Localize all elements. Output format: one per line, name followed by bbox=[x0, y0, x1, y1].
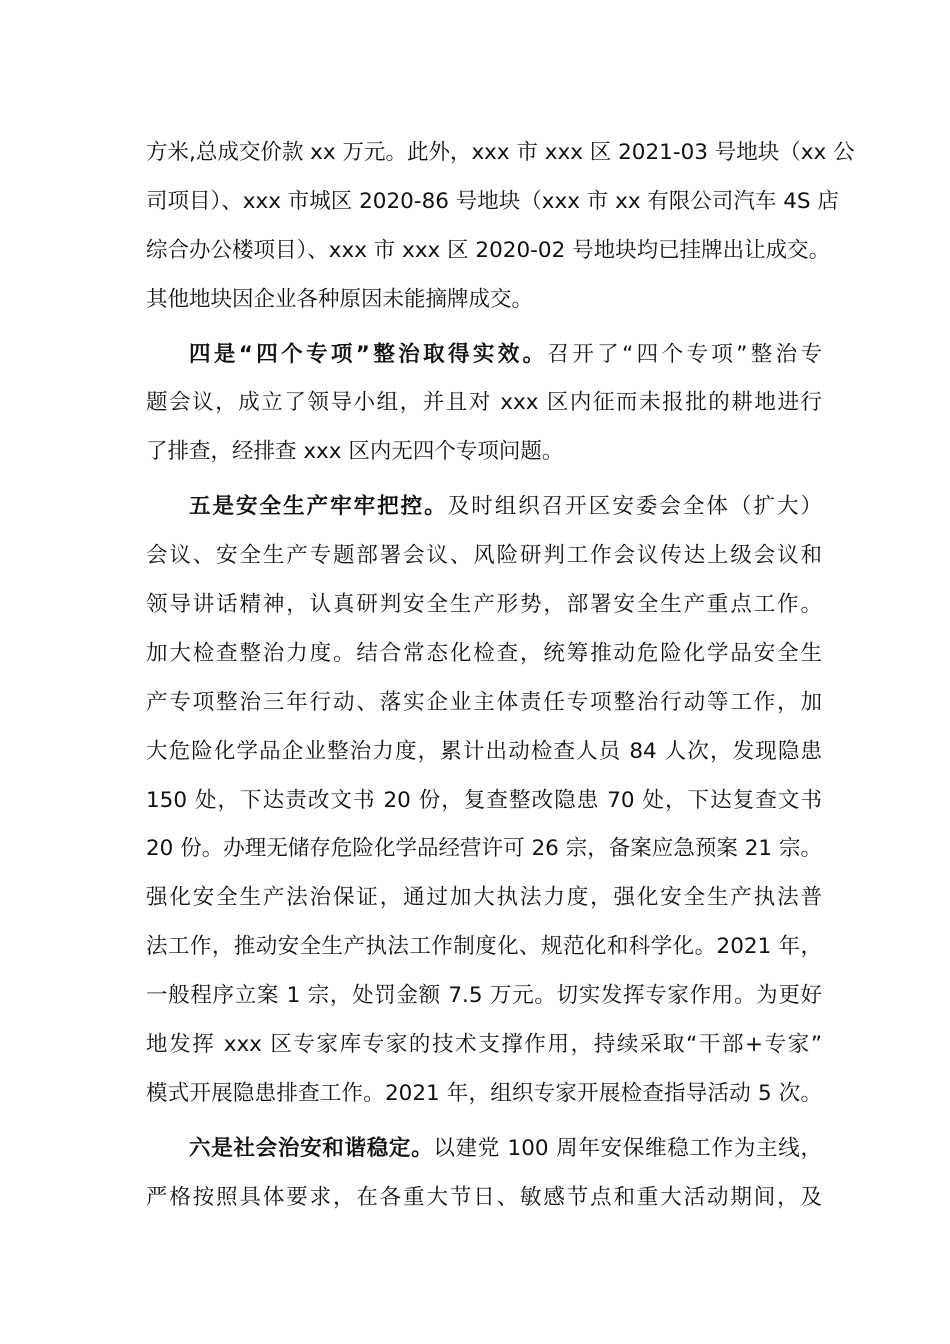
text-line: 法工作，推动安全生产执法工作制度化、规范化和科学化。2021 年， bbox=[146, 934, 822, 960]
text-line: 20 份。办理无储存危险化学品经营许可 26 宗，备案应急预案 21 宗。 bbox=[146, 836, 822, 862]
text-line: 司项目）、xxx 市城区 2020-86 号地块（xxx 市 xx 有限公司汽车 4S 店 bbox=[146, 188, 839, 214]
text-line: 产专项整治三年行动、落实企业主体责任专项整治行动等工作，加 bbox=[146, 689, 822, 715]
paragraph-first-line-text: 召开了“四个专项”整治专 bbox=[547, 341, 823, 367]
text-line: 综合办公楼项目）、xxx 市 xxx 区 2020-02 号地块均已挂牌出让成交。 bbox=[146, 237, 831, 263]
paragraph-lead: 六是社会治安和谐稳定。 bbox=[189, 1135, 434, 1161]
paragraph-lead: 四是“四个专项”整治取得实效。 bbox=[189, 341, 548, 367]
text-line: 其他地块因企业各种原因未能摘牌成交。 bbox=[146, 286, 534, 312]
paragraph-first-line-text: 及时组织召开区安委会全体（扩大） bbox=[447, 494, 822, 520]
paragraph-first-line bbox=[146, 1125, 822, 1174]
text-line: 方米,总成交价款 xx 万元。此外，xxx 市 xxx 区 2021-03 号地块（xx 公 bbox=[146, 140, 855, 165]
document-body bbox=[146, 129, 855, 1223]
paragraph-continuation bbox=[146, 129, 855, 325]
paragraph-lead: 五是安全生产牢牢把控。 bbox=[189, 494, 448, 520]
text-line: 150 处，下达责改文书 20 份，复查整改隐患 70 处，下达复查文书 bbox=[146, 787, 822, 813]
text-line: 大危险化学品企业整治力度，累计出动检查人员 84 人次，发现隐患 bbox=[146, 738, 822, 764]
paragraph-six bbox=[146, 1125, 822, 1223]
text-line: 模式开展隐患排查工作。2021 年，组织专家开展检查指导活动 5 次。 bbox=[146, 1080, 822, 1106]
paragraph-first-line bbox=[146, 331, 822, 380]
text-line: 题会议，成立了领导小组，并且对 xxx 区内征而未报批的耕地进行 bbox=[146, 390, 822, 416]
text-line: 领导讲话精神，认真研判安全生产形势，部署安全生产重点工作。 bbox=[146, 592, 822, 618]
paragraph-four bbox=[146, 331, 822, 478]
text-line: 会议、安全生产专题部署会议、风险研判工作会议传达上级会议和 bbox=[146, 543, 822, 569]
text-line: 严格按照具体要求，在各重大节日、敏感节点和重大活动期间，及 bbox=[146, 1184, 822, 1210]
text-line: 了排查，经排查 xxx 区内无四个专项问题。 bbox=[146, 439, 564, 465]
text-line: 加大检查整治力度。结合常态化检查，统筹推动危险化学品安全生 bbox=[146, 640, 822, 666]
paragraph-first-line-text: 以建党 100 周年安保维稳工作为主线， bbox=[433, 1135, 822, 1161]
paragraph-first-line bbox=[146, 483, 822, 532]
text-line: 地发挥 xxx 区专家库专家的技术支撑作用，持续采取“干部+专家” bbox=[146, 1032, 822, 1058]
text-line: 一般程序立案 1 宗，处罚金额 7.5 万元。切实发挥专家作用。为更好 bbox=[146, 983, 822, 1009]
paragraph-five bbox=[146, 483, 822, 1119]
text-line: 强化安全生产法治保证，通过加大执法力度，强化安全生产执法普 bbox=[146, 885, 822, 911]
